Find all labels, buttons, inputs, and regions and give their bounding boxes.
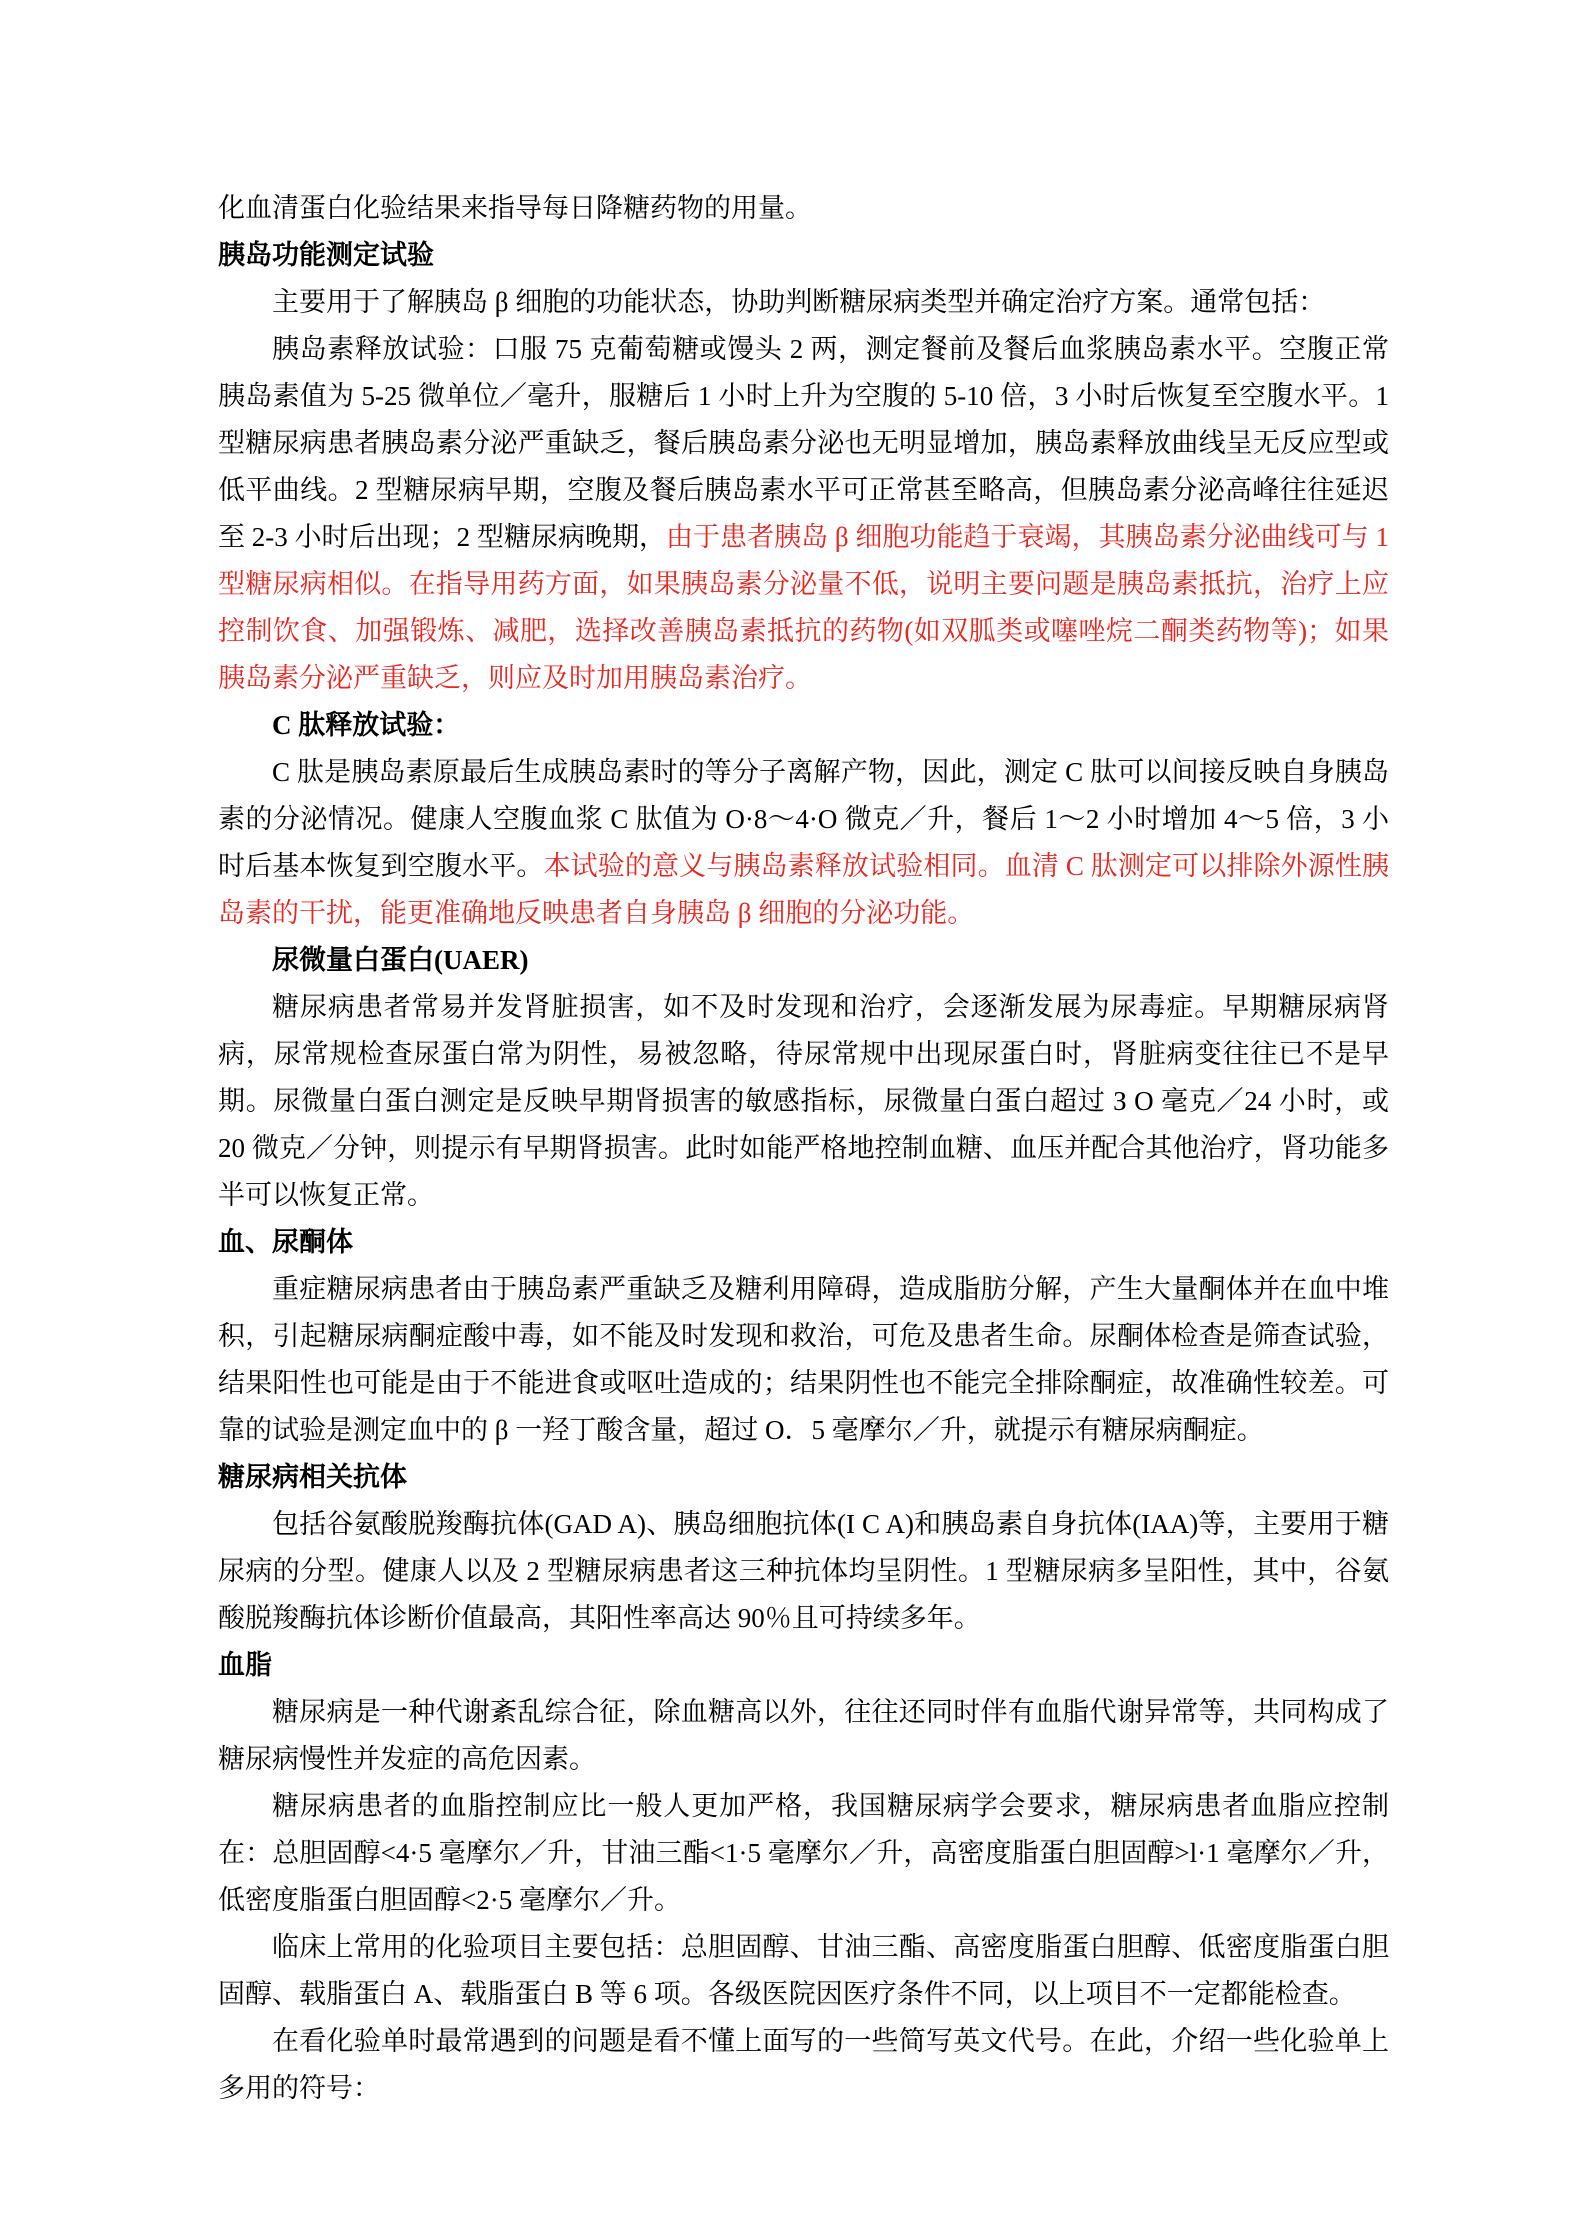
document-body	[218, 185, 1389, 2112]
section-heading-islet-function: 胰岛功能测定试验	[218, 240, 434, 270]
paragraph-insulin-release	[218, 326, 1389, 702]
section-heading-blood-lipids: 血脂	[218, 1650, 272, 1680]
section-heading-diabetes-antibodies: 糖尿病相关抗体	[218, 1462, 407, 1492]
c-peptide-black-text: C 肽是胰岛素原最后生成胰岛素时的等分子离解产物，因此，测定 C 肽可以间接反映自身胰岛素的分泌情况。健康人空腹血浆 C 肽值为 O·8～4·O 微克／升，餐后 1～2 小时增加 4～5 倍，3 小时后基本恢复到空腹水平。	[218, 757, 1389, 881]
paragraph-lab-symbols-intro: 在看化验单时最常遇到的问题是看不懂上面写的一些简写英文代号。在此，介绍一些化验单上多用的符号：	[218, 2026, 1389, 2103]
section-heading-ketone-bodies: 血、尿酮体	[218, 1227, 353, 1257]
insulin-release-black-text: 胰岛素释放试验：口服 75 克葡萄糖或馒头 2 两，测定餐前及餐后血浆胰岛素水平。空腹正常胰岛素值为 5-25 微单位／毫升，服糖后 1 小时上升为空腹的 5-10 倍，3 小时后恢复至空腹水平。1 型糖尿病患者胰岛素分泌严重缺乏，餐后胰岛素分泌也无明显增加，胰岛素释放曲线呈无反应型或低平曲线。2 型糖尿病早期，空腹及餐后胰岛素水平可正常甚至略高，但胰岛素分泌高峰往往延迟至 2-3 小时后出现；2 型糖尿病晚期，	[218, 334, 1389, 552]
paragraph-ketone-bodies: 重症糖尿病患者由于胰岛素严重缺乏及糖利用障碍，造成脂肪分解，产生大量酮体并在血中堆积，引起糖尿病酮症酸中毒，如不能及时发现和救治，可危及患者生命。尿酮体检查是筛查试验，结果阳性也可能是由于不能进食或呕吐造成的；结果阴性也不能完全排除酮症，故准确性较差。可靠的试验是测定血中的 β 一羟丁酸含量，超过 O．5 毫摩尔／升，就提示有糖尿病酮症。	[218, 1274, 1389, 1445]
subheading-c-peptide-test: C 肽释放试验：	[272, 710, 461, 740]
subheading-urine-microalbumin: 尿微量白蛋白(UAER)	[272, 945, 529, 975]
paragraph-c-peptide	[218, 749, 1389, 937]
paragraph-diabetes-antibodies: 包括谷氨酸脱羧酶抗体(GAD A)、胰岛细胞抗体(I C A)和胰岛素自身抗体(IAA)等，主要用于糖尿病的分型。健康人以及 2 型糖尿病患者这三种抗体均呈阴性。1 型糖尿病多呈阳性，其中，谷氨酸脱羧酶抗体诊断价值最高，其阳性率高达 90％且可持续多年。	[218, 1509, 1389, 1633]
paragraph-islet-intro: 主要用于了解胰岛 β 细胞的功能状态，协助判断糖尿病类型并确定治疗方案。通常包括：	[272, 287, 1326, 317]
c-peptide-red-text: 本试验的意义与胰岛素释放试验相同。血清 C 肽测定可以排除外源性胰岛素的干扰，能更准确地反映患者自身胰岛 β 细胞的分泌功能。	[218, 851, 1389, 928]
paragraph-blood-lipids-overview: 糖尿病是一种代谢紊乱综合征，除血糖高以外，往往还同时伴有血脂代谢异常等，共同构成了糖尿病慢性并发症的高危因素。	[218, 1697, 1389, 1774]
insulin-release-red-text: 由于患者胰岛 β 细胞功能趋于衰竭，其胰岛素分泌曲线可与 1 型糖尿病相似。在指导用药方面，如果胰岛素分泌量不低，说明主要问题是胰岛素抵抗，治疗上应控制饮食、加强锻炼、减肥，选择改善胰岛素抵抗的药物(如双胍类或噻唑烷二酮类药物等)；如果胰岛素分泌严重缺乏，则应及时加用胰岛素治疗。	[218, 522, 1389, 693]
paragraph-urine-microalbumin: 糖尿病患者常易并发肾脏损害，如不及时发现和治疗，会逐渐发展为尿毒症。早期糖尿病肾病，尿常规检查尿蛋白常为阴性，易被忽略，待尿常规中出现尿蛋白时，肾脏病变往往已不是早期。尿微量白蛋白测定是反映早期肾损害的敏感指标，尿微量白蛋白超过 З O 毫克／24 小时，或 20 微克／分钟，则提示有早期肾损害。此时如能严格地控制血糖、血压并配合其他治疗，肾功能多半可以恢复正常。	[218, 992, 1389, 1210]
paragraph-clinical-lipid-items: 临床上常用的化验项目主要包括：总胆固醇、甘油三酯、高密度脂蛋白胆醇、低密度脂蛋白胆固醇、载脂蛋白 A、载脂蛋白 B 等 6 项。各级医院因医疗条件不同，以上项目不一定都能检查。	[218, 1932, 1389, 2009]
paragraph-continuation: 化血清蛋白化验结果来指导每日降糖药物的用量。	[218, 193, 812, 223]
paragraph-blood-lipids-targets: 糖尿病患者的血脂控制应比一般人更加严格，我国糖尿病学会要求，糖尿病患者血脂应控制在：总胆固醇<4·5 毫摩尔／升，甘油三酯<1·5 毫摩尔／升，高密度脂蛋白胆固醇>l·1 毫摩尔／升，低密度脂蛋白胆固醇<2·5 毫摩尔／升。	[218, 1791, 1389, 1915]
